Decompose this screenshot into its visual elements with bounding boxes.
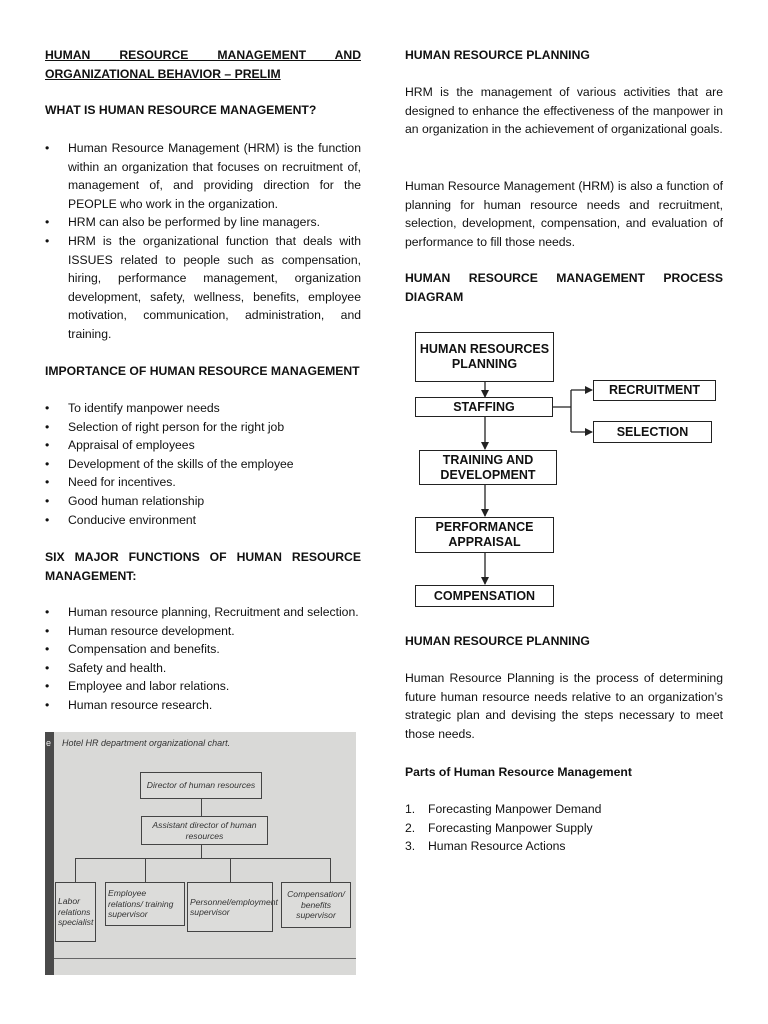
list-item: • Need for incentives. (45, 473, 361, 492)
list-item: • Compensation and benefits. (45, 640, 361, 659)
list-item: • Appraisal of employees (45, 436, 361, 455)
org-employee-relations-box: Employee relations/ training supervisor (105, 882, 185, 926)
list-item: • Human resource development. (45, 622, 361, 641)
title-line-1: HUMAN RESOURCE MANAGEMENT AND (45, 48, 361, 62)
hrp-paragraph-2: Human Resource Management (HRM) is also a function of planning for human resource needs and recruitment, selection, development, compensation, and evaluation of performance to fill those needs. (405, 179, 723, 249)
title-line-2: ORGANIZATIONAL BEHAVIOR – PRELIM (45, 66, 281, 81)
list-item: • Human Resource Management (HRM) is the function within an organization that focuses on recruitment of, management of, and providing direction for the PEOPLE who work in the organization. (45, 139, 361, 213)
diagram-recruitment-box: RECRUITMENT (593, 380, 716, 401)
photo-margin-char: e (46, 738, 52, 748)
org-compensation-box: Compensation/ benefits supervisor (281, 882, 351, 928)
list-item: • Conducive environment (45, 511, 361, 530)
list-text: Human Resource Actions (428, 839, 566, 854)
list-number: 1. (405, 802, 416, 816)
list-item: • Human resource research. (45, 696, 361, 715)
six-functions-heading-line-2: MANAGEMENT: (45, 568, 137, 583)
six-functions-heading-line-1: SIX MAJOR FUNCTIONS OF HUMAN RESOURCE (45, 550, 361, 564)
list-item: • Employee and labor relations. (45, 677, 361, 696)
diagram-planning-box: HUMAN RESOURCES PLANNING (415, 332, 554, 382)
list-item: • Development of the skills of the employee (45, 455, 361, 474)
diagram-staffing-box: STAFFING (415, 397, 553, 417)
diagram-compensation-box: COMPENSATION (415, 585, 554, 607)
parts-heading: Parts of Human Resource Management (405, 765, 632, 779)
list-item: • Good human relationship (45, 492, 361, 511)
list-item: • Human resource planning, Recruitment and selection. (45, 603, 361, 622)
diagram-selection-box: SELECTION (593, 421, 712, 443)
org-chart-title: Hotel HR department organizational chart. (62, 738, 231, 748)
hrp-2-paragraph: Human Resource Planning is the process of determining future human resource needs relative to an organization’s strategic plan and devising the steps necessary to meet those needs. (405, 671, 723, 741)
process-heading-line-1: HUMAN RESOURCE MANAGEMENT PROCESS (405, 271, 723, 285)
org-assistant-box: Assistant director of human resources (141, 816, 268, 845)
list-item: • Safety and health. (45, 659, 361, 678)
list-item: • Selection of right person for the right job (45, 418, 361, 437)
hrp-heading: HUMAN RESOURCE PLANNING (405, 48, 590, 62)
org-labor-box: Labor relations specialist (55, 882, 96, 942)
hrp-paragraph-1: HRM is the management of various activities that are designed to enhance the effectiveness of the manpower in an organization in the achievement of organizational goals. (405, 85, 723, 137)
what-is-hrm-heading: WHAT IS HUMAN RESOURCE MANAGEMENT? (45, 103, 317, 117)
hrp-2-heading: HUMAN RESOURCE PLANNING (405, 634, 590, 648)
process-heading-line-2: DIAGRAM (405, 289, 464, 304)
list-number: 3. (405, 839, 416, 854)
org-personnel-box: Personnel/employment supervisor (187, 882, 273, 932)
diagram-appraisal-box: PERFORMANCE APPRAISAL (415, 517, 554, 553)
importance-heading: IMPORTANCE OF HUMAN RESOURCE MANAGEMENT (45, 364, 360, 378)
list-item: • HRM is the organizational function that deals with ISSUES related to people such as compensation, hiring, performance management, organization development, safety, wellness, benefits, employee motivation, communication, administration, and training. (45, 232, 361, 344)
org-director-box: Director of human resources (140, 772, 262, 799)
list-text: Forecasting Manpower Demand (428, 802, 602, 816)
list-item: • HRM can also be performed by line managers. (45, 213, 361, 232)
list-text: Forecasting Manpower Supply (428, 820, 593, 835)
list-item: • To identify manpower needs (45, 399, 361, 418)
list-number: 2. (405, 820, 416, 835)
diagram-training-box: TRAINING AND DEVELOPMENT (419, 450, 557, 485)
